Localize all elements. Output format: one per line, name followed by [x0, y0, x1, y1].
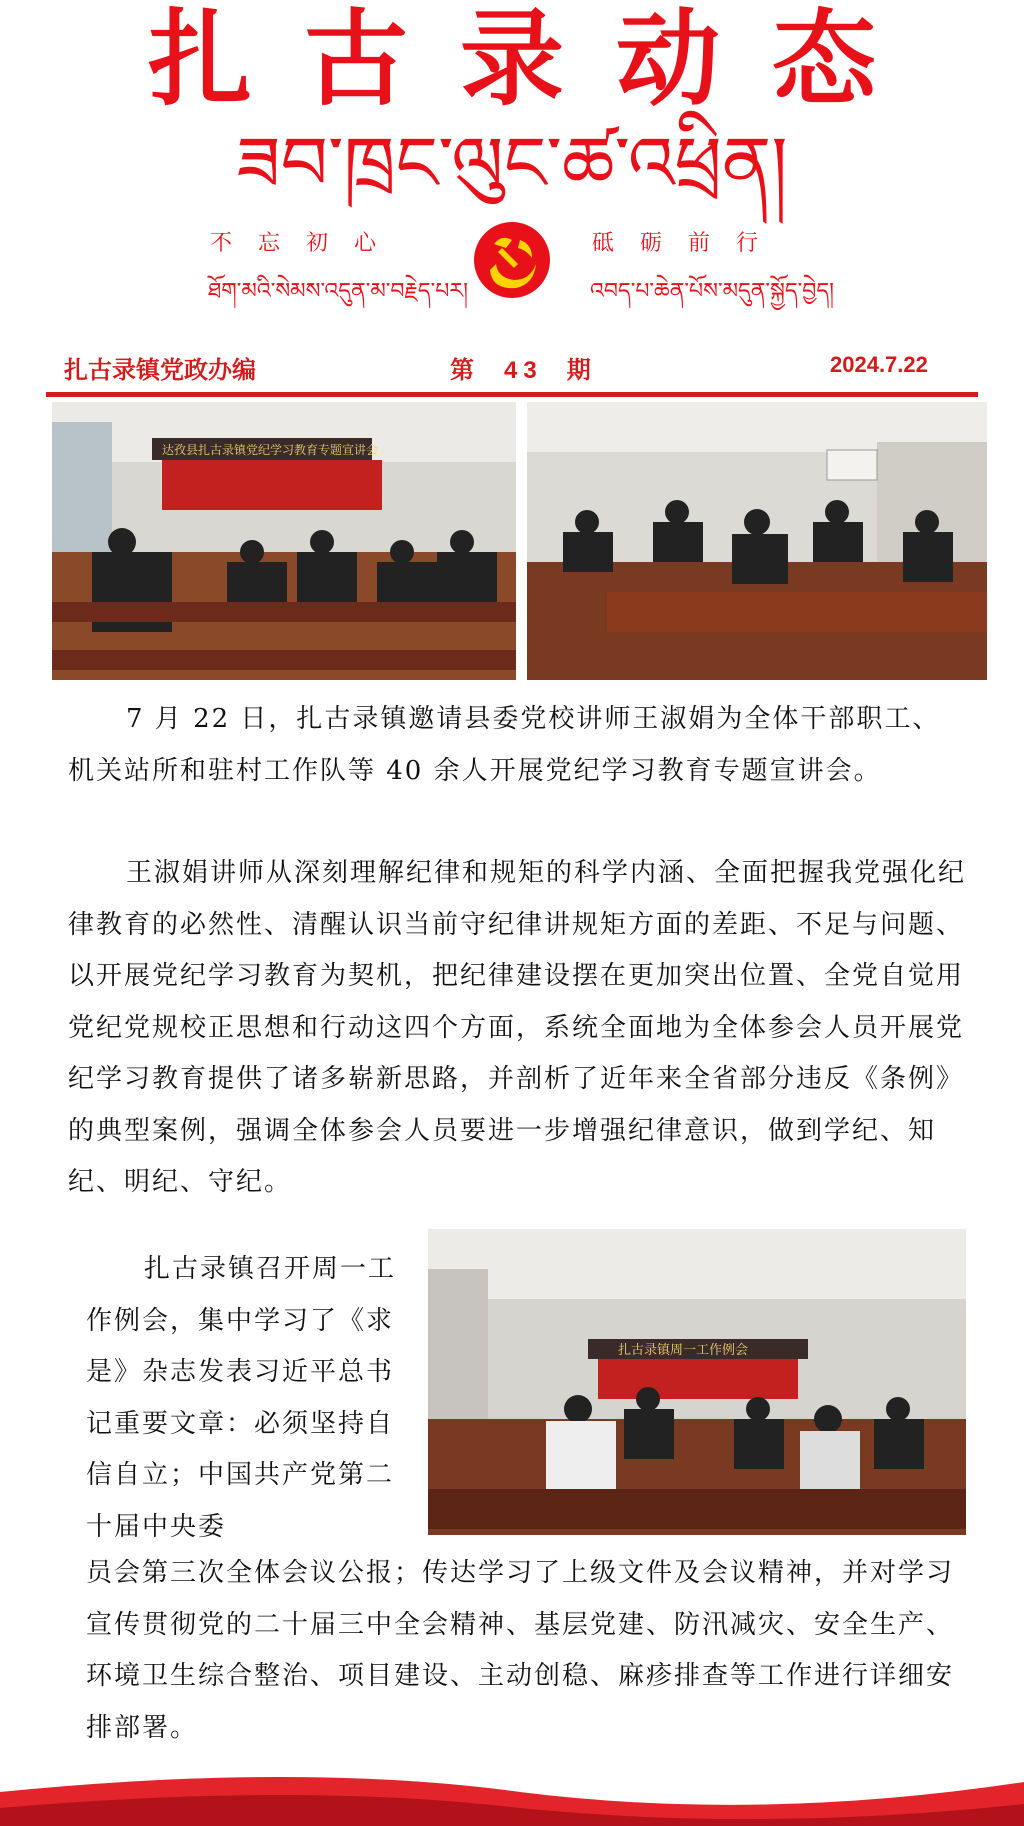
slogan-right: 砥砺前行 — [592, 231, 785, 256]
header-divider — [46, 392, 978, 397]
article-paragraph-2: 王淑娟讲师从深刻理解纪律和规矩的科学内涵、全面把握我党强化纪律教育的必然性、清醒认识当前守纪律讲规矩方面的差距、不足与问题、以开展党纪学习教育为契机，把纪律建设摆在更加突出位置、全党自觉用党纪党规校正思想和行动这四个方面，系统全面地为全体参会人员开展党纪学习教育提供了诸多崭新思路，并剖析了近年来全省部分违反《条例》的典型案例，强调全体参会人员要进一步增强纪律意识，做到学纪、知纪、明纪、守纪。 — [68, 858, 967, 1197]
article-paragraph-3-continued: 员会第三次全体会议公报；传达学习了上级文件及会议精神，并对学习宣传贯彻党的二十届三中全会精神、基层党建、防汛减灾、安全生产、环境卫生综合整治、项目建设、主动创稳、麻疹排查等工作进行详细安排部署。 — [86, 1558, 955, 1743]
photo-weekly-meeting — [428, 1229, 966, 1535]
article-paragraph-1: 7 月 22 日，扎古录镇邀请县委党校讲师王淑娟为全体干部职工、机关站所和驻村工作队等 40 余人开展党纪学习教育专题宣讲会。 — [68, 704, 941, 786]
masthead-title: 扎古录动态 — [147, 0, 928, 120]
party-emblem-icon — [472, 220, 552, 300]
article-paragraph-3: 扎古录镇召开周一工作例会，集中学习了《求是》杂志发表习近平总书记重要文章：必须坚持自信自立；中国共产党第二十届中央委 — [86, 1254, 397, 1542]
photo1-banner: 达孜县扎古录镇党纪学习教育专题宣讲会 — [162, 443, 379, 457]
masthead-tibetan-title: ཟབ་ཁྲང་ལུང་ཚ་འཕྲིན། — [236, 121, 788, 207]
issue-info — [0, 350, 1024, 390]
slogan-left: 不忘初心 — [210, 231, 403, 256]
issue-office: 扎古录镇党政办编 — [64, 355, 256, 384]
issue-number: 第 43 期 — [450, 355, 597, 384]
issue-date: 2024.7.22 — [830, 352, 928, 377]
slogan-left-tibetan: ཐོག་མའི་སེམས་འདུན་མ་བརྗེད་པར། — [208, 279, 468, 304]
photo-lecture-side-view — [527, 402, 987, 680]
footer-wave-decoration — [0, 1752, 1024, 1826]
slogan-right-tibetan: འབད་པ་ཆེན་པོས་མདུན་སྐྱོད་བྱེད། — [590, 279, 834, 304]
photo-lecture-hall — [52, 402, 516, 680]
photo3-banner: 扎古录镇周一工作例会 — [618, 1343, 749, 1358]
